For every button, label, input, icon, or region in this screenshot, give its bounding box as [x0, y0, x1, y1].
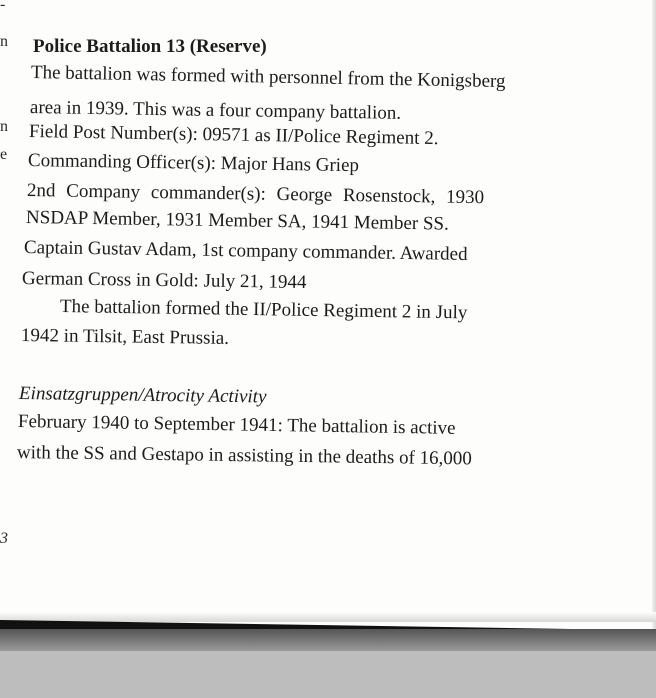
- entry-line: Commanding Officer(s): Major Hans Griep: [27, 150, 360, 177]
- entry-heading: Police Battalion 13 (Reserve): [33, 36, 267, 57]
- page-bottom-shadow: [0, 612, 656, 622]
- entry-line: 2nd Company commander(s): George Rosenstock, 1930: [26, 180, 485, 209]
- entry-line: NSDAP Member, 1931 Member SA, 1941 Member SS.: [25, 207, 449, 235]
- section-line: with the SS and Gestapo in assisting in the deaths of 16,000: [16, 442, 473, 470]
- margin-mark: n: [0, 118, 8, 135]
- entry-line: German Cross in Gold: July 21, 1944: [21, 268, 307, 293]
- entry-line: The battalion formed the II/Police Regiment 2 in July: [59, 296, 468, 324]
- section-heading: Einsatzgruppen/Atrocity Activity: [18, 383, 267, 408]
- scanner-border: [0, 629, 656, 651]
- entry-line: Field Post Number(s): 09571 as II/Police Regiment 2.: [28, 121, 439, 150]
- margin-mark: 3: [0, 530, 8, 547]
- margin-mark: -: [0, 0, 6, 13]
- page-gutter: [652, 0, 656, 640]
- entry-line: The battalion was formed with personnel from the Konigsberg: [30, 62, 506, 93]
- entry-line: area in 1939. This was a four company battalion.: [29, 97, 402, 124]
- margin-mark: n: [0, 33, 8, 50]
- margin-mark: e: [0, 146, 8, 163]
- section-line: February 1940 to September 1941: The battalion is active: [17, 411, 456, 439]
- entry-line: 1942 in Tilsit, East Prussia.: [20, 325, 230, 349]
- entry-line: Captain Gustav Adam, 1st company commander. Awarded: [23, 237, 468, 265]
- scanner-background: [0, 651, 656, 698]
